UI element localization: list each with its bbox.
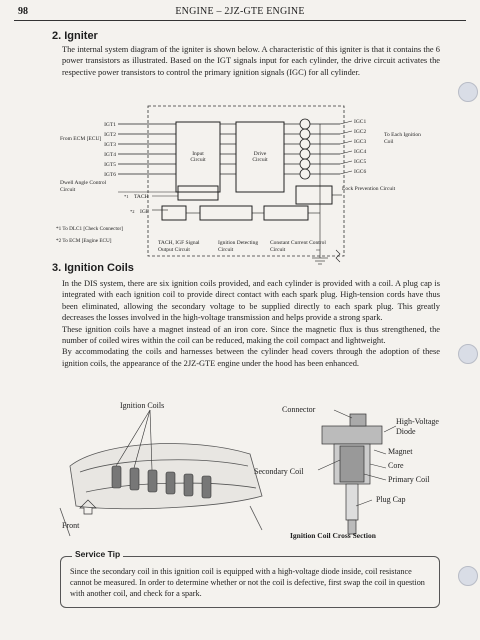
lock-prevention-label-box [342,186,402,204]
connector-label: Connector [282,405,316,414]
input-circuit-label: Input Circuit [190,151,206,163]
high-voltage-diode-label-1: High-Voltage [396,417,439,426]
from-ecm-label-box [60,136,104,158]
punch-hole-bottom [458,566,478,586]
igc2-label: IGC2 [354,129,367,135]
ignition-detecting-label-box [218,240,260,262]
high-voltage-diode-label-2: Diode [396,427,416,436]
igt2-label: IGT2 [104,132,116,138]
ignition-coils-paragraph-3: By accommodating the coils and harnesses between the cylinder head covers through the adoption of these ignition coils, the appearance of the 2JZ-GTE engine under the hood has been enhanced. [62,347,440,368]
tach-mark: *1 [124,194,129,199]
igt1-label: IGT1 [104,122,116,128]
igc6-label: IGC6 [354,169,367,175]
igt3-label: IGT3 [104,142,116,148]
to-each-coil-label: To Each Ignition Coil [384,132,421,145]
ignition-coils-body [62,278,440,369]
plug-cap-label: Plug Cap [376,495,406,504]
ignition-detecting-box [200,206,252,220]
power-transistors [300,119,310,179]
from-ecm-label: From ECM [ECU] [60,136,102,142]
tach-igf-output-label-box [158,240,206,262]
tach-igf-output-box [162,206,186,220]
page-header-title: ENGINE – 2JZ-GTE ENGINE [175,6,305,17]
service-tip-text: Since the secondary coil in this ignition coil is equipped with a high-voltage diode inside, coil resistance cannot be measured. In order to determine whether or not the coil is defective, first swap the coil in question with another coil, and check for a spark. [70,567,425,598]
secondary-coil-label: Secondary Coil [254,467,304,476]
igt4-label: IGT4 [104,152,116,158]
igc5-label: IGC5 [354,159,367,165]
constant-current-label: Constant Current Control Circuit [270,240,326,253]
igc3-label: IGC3 [354,139,367,145]
igniter-diagram [0,100,480,275]
lock-prevention-box [296,186,332,204]
igc1-label: IGC1 [354,119,367,125]
magnet-label: Magnet [388,447,413,456]
ignition-coils-label: Ignition Coils [120,401,165,410]
primary-coil-label: Primary Coil [388,475,430,484]
ignition-coil-illustration [0,396,480,546]
igt5-label: IGT5 [104,162,116,168]
tach-label: TACH [134,194,149,200]
dwell-angle-box [178,186,218,200]
note1: *1 To DLC1 [Check Connector] [56,226,123,232]
coil-cross-section [322,414,382,534]
constant-current-box [264,206,308,220]
igc4-label: IGC4 [354,149,367,155]
tach-igf-output-label: TACH, IGF Signal Output Circuit [158,240,200,253]
core-label: Core [388,461,404,470]
service-tip-title: Service Tip [72,549,123,559]
igniter-frame [148,106,344,256]
ignition-coils-paragraph-2: These ignition coils have a magnet instead of an iron core. Since the magnetic flux is thus strengthened, the number of coiled wires within the coil can be reduced, making the coil compact and lightweight. [62,324,440,346]
igniter-heading: 2. Igniter [52,30,98,42]
cross-section-title: Ignition Coil Cross Section [290,531,376,540]
engine-sketch [60,444,262,536]
punch-hole-top [458,82,478,102]
ignition-detecting-label: Ignition Detecting Circuit [218,240,259,253]
igc-leaders [340,121,352,174]
igniter-paragraph: The internal system diagram of the igniter is shown below. A characteristic of this igniter is that it contains the 6 power transistors as illustrated. Based on the IGT signals input for each cylinder, the drive circuit activates the respective power transistors to control the primary ignition signals (IGC) for all cylinder. [62,45,440,77]
to-each-coil-label-box [384,132,424,156]
dwell-angle-label-box [60,180,120,198]
header-rule [14,20,466,21]
igf-mark: *2 [130,209,135,214]
dwell-angle-label: Dwell Angle Control Circuit [60,180,107,193]
constant-current-label-box [270,240,326,262]
igf-label: IGF [140,209,149,215]
drive-circuit-label: Drive Circuit [252,151,268,163]
lock-prevention-label: Lock Prevention Circuit [342,186,396,192]
punch-hole-middle [458,344,478,364]
ignition-coils-heading: 3. Ignition Coils [52,262,134,274]
note2: *2 To ECM [Engine ECU] [56,238,112,244]
ignition-coils-paragraph-1: In the DIS system, there are six ignition coils provided, and each cylinder is provided with a coil. A plug cap is integrated with each ignition coil to provide direct contact with each spark plug. High-tension cords have thus been eliminated, allowing the secondary voltage to be supplied directly to each spark plug. This greatly decreases the losses involved in the high-voltage transmission and helps provide a strong spark. [62,279,440,323]
page-number: 98 [18,6,28,17]
igt6-label: IGT6 [104,172,116,178]
front-label: Front [62,521,80,530]
